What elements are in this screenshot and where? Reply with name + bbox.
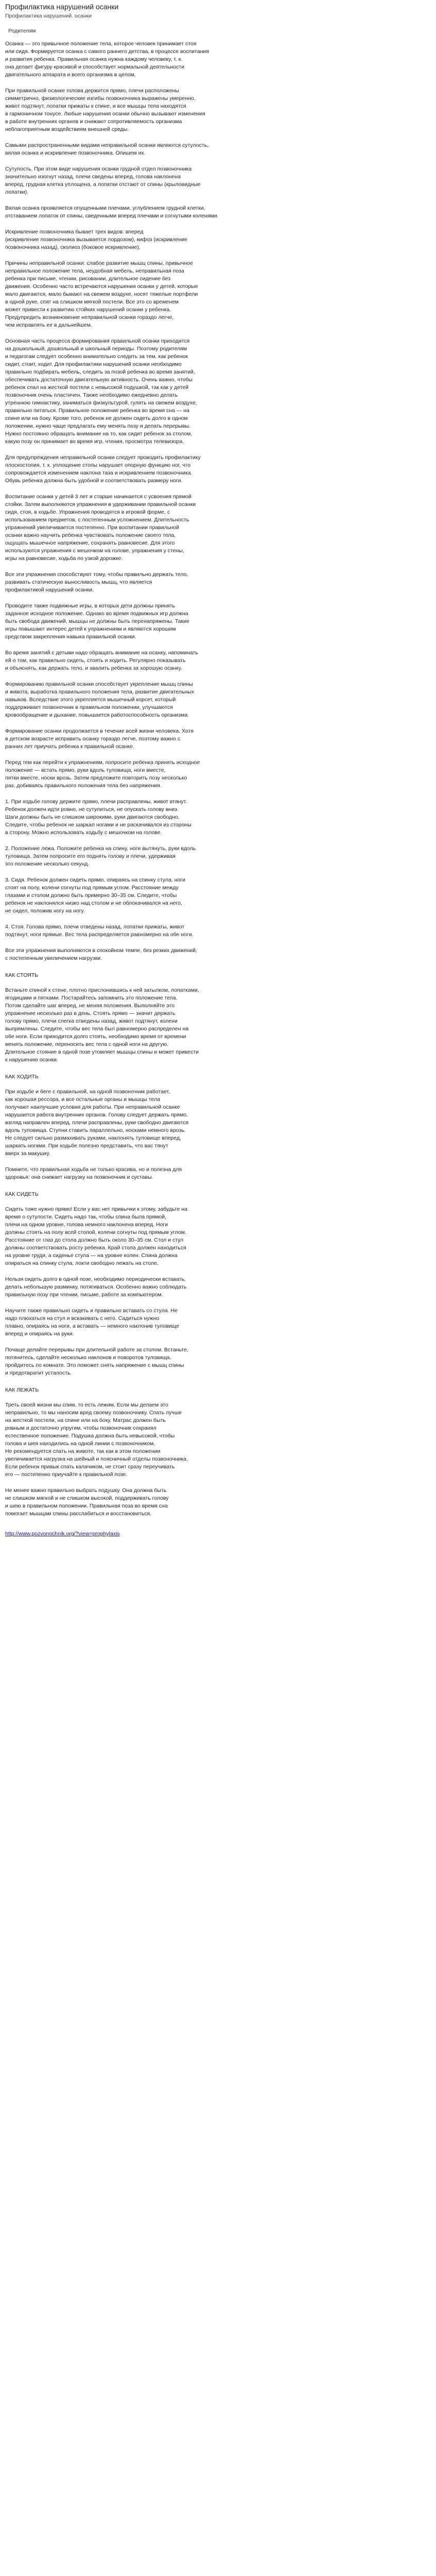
text-line: взгляд направлен вперед, плечи расправлены, руки свободно двигаются — [5, 1120, 189, 1126]
text-line: лопатки). — [5, 189, 29, 195]
text-line: и объяснять, как держать тело, и хвалить ребенка за хорошую осанку. — [5, 665, 182, 671]
text-line: Обувь ребенка должна быть удобной и соответствовать размеру ноги. — [5, 478, 183, 484]
text-line: развивать статическую выносливость мышц, что является — [5, 579, 152, 585]
text-line: Почаще делайте перерывы при длительной работе за столом. Встаньте, — [5, 1347, 188, 1353]
text-line: двигательного аппарата и всего организма в целом. — [5, 72, 136, 78]
text-line: здоровья: она снижает нагрузку на позвоночник и суставы. — [5, 1174, 153, 1180]
text-line: какую позу он принимает во время игр, чтения, просмотра телевизора. — [5, 438, 184, 445]
text-line: обе ноги. Если приходится долго стоять, необходимо время от времени — [5, 1033, 186, 1040]
paragraph — [5, 798, 293, 837]
paragraph — [5, 1401, 293, 1479]
text-line: отставанием лопаток от спины, сведенными вперед плечами и согнутыми коленями. — [5, 213, 219, 219]
text-line: использованием предметов, с постепенным усложнением. Длительность — [5, 517, 189, 523]
text-line: Самыми распространенными видами неправильной осанки являются сутулость, — [5, 142, 209, 148]
text-line: глазами и столом должно быть примерно 30–35 см. Следите, чтобы — [5, 892, 177, 899]
text-line: раз, добиваясь правильного положения тела без напряжения. — [5, 783, 162, 789]
text-line: обеспечивать достаточную двигательную активность. Очень важно, чтобы — [5, 377, 193, 383]
paragraph — [5, 681, 293, 719]
text-line: Сидеть тоже нужно прямо! Если у вас нет привычки к этому, забудьте на — [5, 1206, 187, 1212]
paragraph — [5, 845, 293, 868]
text-line: Не менее важно правильно выбрать подушку. Она должна быть — [5, 1487, 167, 1494]
paragraph — [5, 493, 293, 563]
section-heading: КАК ХОДИТЬ — [5, 1074, 39, 1080]
text-line: Шаги должны быть не слишком широкими, руки двигаются свободно. — [5, 814, 180, 820]
text-line: позвоночника назад), сколиоз (боковое искривление). — [5, 244, 141, 250]
source-link[interactable]: http://www.pozvonochnik.org/?view=prophylaxis — [5, 1531, 120, 1537]
text-line: ребенка при письме, чтении, рисовании, длительное сидение без — [5, 276, 171, 282]
text-line: кровообращение и дыхание, повышается работоспособность организма. — [5, 712, 189, 718]
paragraph — [5, 205, 293, 220]
text-line: позвоночник очень пластичен. Также необходимо ежедневно делать — [5, 392, 178, 398]
text-line: профилактикой нарушений осанки. — [5, 587, 94, 593]
paragraph — [5, 1276, 293, 1299]
text-line: сидит, стоит, ходит. Для профилактики нарушений осанки необходимо — [5, 361, 182, 367]
text-line: средством закрепления навыка правильной осанки. — [5, 634, 136, 640]
paragraph — [5, 228, 293, 251]
text-line: менять положение, переносить вес тела с одной ноги на другую. — [5, 1041, 168, 1047]
text-line: ровным и достаточно упругим, чтобы позвоночник сохранял — [5, 1425, 156, 1431]
text-line: Расстояние от глаз до стола должно быть около 30–35 см. Стол и стул — [5, 1237, 184, 1243]
text-line: игры повышают интерес детей к упражнениям и являются хорошим — [5, 626, 176, 632]
text-line: живот подтянут, лопатки прижаты к спине, и все мышцы тела находятся — [5, 103, 186, 109]
text-line: Все эти упражнения выполняются в спокойном темпе, без резких движений, — [5, 947, 198, 954]
text-line: Длительное стояние в одной позе утомляет мышцы спины и может привести — [5, 1049, 199, 1055]
text-line: используются упражнения с мешочком на голове, упражнения у стены, — [5, 548, 184, 554]
text-line: ягодицами и пятками. Постарайтесь запомнить это положение тела. — [5, 995, 178, 1001]
text-line: Все эти упражнения способствуют тому, чтобы правильно держать тело, — [5, 571, 188, 578]
paragraph — [5, 727, 293, 751]
text-line: или сидя. Формируется осанка с самого раннего детства, в процессе воспитания — [5, 48, 209, 55]
text-line: не слишком мягкой и не слишком высокой, поддерживать голову — [5, 1495, 169, 1501]
footer — [5, 1530, 431, 1538]
paragraph — [5, 923, 293, 939]
text-line: и шею в правильном положении. Правильная поза во время сна — [5, 1503, 168, 1509]
text-line: (искривление позвоночника вызывается лордозом), кифоз (искривление — [5, 236, 187, 243]
text-line: утреннюю гимнастику, заниматься физкультурой, гулять на свежем воздухе, — [5, 400, 197, 406]
paragraph — [5, 454, 293, 485]
text-line: положении, нужно чаще предлагать ему менять позу и делать перерывы. — [5, 423, 190, 429]
paragraph — [5, 987, 293, 1064]
text-line: на уровне груди, а сиденье стула — на уровне колен. Спина должна — [5, 1252, 178, 1259]
text-line: не сидел, положив ногу на ногу. — [5, 908, 85, 914]
text-line: Следите, чтобы ребенок не шаркал ногами и не раскачивался из стороны — [5, 822, 191, 828]
intro-paragraphs — [5, 40, 431, 962]
text-line: 2. Положение лежа. Положите ребенка на спину, ноги вытянуть, руки вдоль — [5, 845, 196, 852]
text-line: надо плюхаться на стул и вскакивать с него. Садиться нужно — [5, 1315, 160, 1321]
text-line: правильно питаться. Правильное положение ребенка во время сна — на — [5, 408, 189, 414]
text-line: правильную позу при чтении, письме, работе за компьютером. — [5, 1292, 163, 1298]
text-line: потянитесь, сделайте несколько наклонов и поворотов туловища, — [5, 1354, 171, 1361]
text-line: движения. Особенно часто встречаются нарушения осанки у детей, которые — [5, 283, 198, 290]
paragraph — [5, 1487, 293, 1518]
text-line: положение — встать прямо, руки вдоль туловища, ноги вместе, — [5, 767, 166, 773]
text-line: опираться на спинку стула, локти свободно лежать на столе. — [5, 1260, 159, 1266]
text-line: ощущать мышечное напряжение, сохранять равновесие. Для этого — [5, 540, 175, 546]
text-line: время о сутулости. Сидеть надо так, чтобы спина была прямой, — [5, 1214, 167, 1220]
text-line: плечи на одном уровне, голова немного наклонена вперед. Ноги — [5, 1222, 168, 1228]
paragraph — [5, 947, 293, 962]
paragraph — [5, 1088, 293, 1158]
text-line: Формирование осанки продолжается в течение всей жизни человека. Хотя — [5, 728, 194, 734]
text-line: Предупредить возникновение неправильной осанки гораздо легче, — [5, 314, 174, 320]
text-line: это положение несколько секунд. — [5, 861, 90, 867]
text-line: она делает фигуру красивой и способствует нормальной деятельности — [5, 64, 184, 70]
text-line: в работе внутренних органов и снижают сопротивляемость организма — [5, 118, 182, 125]
text-line: голову прямо, плечи слегка отведены назад, живот подтянут, колени — [5, 1018, 178, 1024]
text-line: 3. Сидя. Ребенок должен сидеть прямо, опираясь на спинку стула, ноги — [5, 877, 186, 883]
text-line: Воспитание осанки у детей 3 лет и старше начинается с усвоения прямой — [5, 494, 191, 500]
text-line: Искривление позвоночника бывает трех видов: вперед — [5, 229, 144, 235]
paragraph — [5, 1346, 293, 1377]
text-line: Нужно постоянно обращать внимание на то, как сидит ребенок за столом, — [5, 431, 193, 437]
paragraph — [5, 602, 293, 641]
text-line: Научите также правильно сидеть и правильно вставать со стула. Не — [5, 1308, 178, 1314]
text-line: вверх за макушку. — [5, 1150, 50, 1157]
text-line: вдоль туловища. Ступни ставить параллельно, носками немного врозь. — [5, 1127, 186, 1133]
text-line: и предотвратит усталость. — [5, 1370, 72, 1376]
page-subtitle: Профилактика нарушений. осанки — [5, 13, 92, 19]
text-line: с постепенным увеличением нагрузки. — [5, 955, 102, 961]
text-line: и живота, выработка правильного положения тела, развитие двигательных — [5, 689, 195, 695]
text-line: может привести к развитию стойких нарушений осанки у ребенка. — [5, 307, 171, 313]
text-line: получают наилучшие условия для работы. При неправильной осанке — [5, 1104, 180, 1110]
text-line: Потом сделайте шаг вперед, не меняя положения. Выполняйте это — [5, 1003, 175, 1009]
text-line: Для предупреждения неправильной осанки следует проводить профилактику — [5, 454, 201, 461]
paragraph — [5, 337, 293, 446]
paragraph — [5, 87, 293, 133]
text-line: вперед, грудная клетка уплощена, а лопатки отстают от спины (крыловидные — [5, 181, 201, 188]
section-heading: КАК СТОЯТЬ — [5, 972, 39, 978]
text-line: в детском возрасте исправить осанку гораздо легче, поэтому важно с — [5, 736, 181, 742]
text-line: сидя, стоя, в ходьбе. Упражнения проводятся в игровой форме, с — [5, 509, 170, 515]
text-line: поддерживает позвоночник в правильном положении, улучшаются — [5, 704, 173, 710]
text-line: игры на равновесие, ходьба по узкой дорожке. — [5, 555, 123, 562]
text-line: стойки. Затем выполняются упражнения в удерживании правильной осанки — [5, 501, 196, 507]
text-line: выпрямлены. Следите, чтобы вес тела был равномерно распределен на — [5, 1026, 189, 1032]
text-line: ранних лет приучать ребенка к правильной осанке. — [5, 743, 134, 750]
text-line: естественное положение. Подушка должна быть невысокой, чтобы — [5, 1433, 175, 1439]
text-line: Треть своей жизни мы спим, то есть лежим. Если мы делаем это — [5, 1402, 168, 1408]
text-line: голова и шея находились на одной линии с позвоночником. — [5, 1440, 155, 1447]
text-line: пятки вместе, носки врозь. Затем предложите повторить позу несколько — [5, 775, 187, 781]
text-line: Формированию правильной осанки способствует укрепление мышц спины — [5, 681, 193, 687]
text-line: вперед и опираясь на руки. — [5, 1331, 74, 1337]
text-line: на жесткой постели, на спине или на боку. Матрас должен быть — [5, 1417, 166, 1423]
text-line: пройдитесь по комнате. Это поможет снять напряжение с мышц спины — [5, 1362, 184, 1368]
text-line: симметрично, физиологические изгибы позвоночника выражены умеренно, — [5, 95, 196, 101]
paragraph — [5, 1206, 293, 1267]
text-line: Вялая осанка проявляется опущенными плечами, углублением грудной клетки, — [5, 205, 205, 211]
paragraph — [5, 1307, 293, 1338]
text-line: чем исправлять ее в дальнейшем. — [5, 322, 92, 328]
text-line: плоскостопия, т. к. уплощение стопы нарушает опорную функцию ног, что — [5, 462, 191, 468]
text-line: быть свобода движений, мышцы не должны быть перенапряжены. Такие — [5, 618, 189, 624]
section — [5, 1386, 431, 1518]
text-line: шаркать ногами. При ходьбе полезно представить, что вас тянут — [5, 1143, 168, 1149]
text-line: упражнение несколько раз в день. Стоять прямо — значит держать — [5, 1010, 176, 1016]
text-line: мало двигаются, мало бывают на свежем воздухе, носят тяжелые портфели — [5, 291, 198, 297]
text-line: должны стоять на полу всей стопой, колени согнуты под прямым углом. — [5, 1229, 186, 1235]
text-line: в гармоничном тонусе. Любые нарушения осанки обычно вызывают изменения — [5, 111, 205, 117]
text-line: в одной руке, спят на слишком мягкой постели. Все это со временем — [5, 299, 179, 305]
intro-label: Родителям — [8, 28, 36, 34]
text-line: неправильно, то мы наносим вред своему позвоночнику. Спать лучше — [5, 1410, 182, 1416]
text-line: его — постепенно приучайте к правильной позе. — [5, 1471, 128, 1478]
paragraph — [5, 165, 293, 196]
text-line: помогает мышцам спины расслабиться и восстановиться. — [5, 1511, 151, 1517]
section-heading: КАК ЛЕЖАТЬ — [5, 1387, 39, 1393]
section-heading: КАК СИДЕТЬ — [5, 1191, 39, 1197]
text-line: Перед тем как перейти к упражнениям, попросите ребенка принять исходное — [5, 759, 200, 766]
text-line: Проводите также подвижные игры, в которых дети должны принять — [5, 603, 175, 609]
paragraph — [5, 649, 293, 672]
text-line: Причины неправильной осанки: слабое развитие мышц спины, привычное — [5, 260, 193, 266]
text-line: правильно подбирать мебель, следить за позой ребенка во время занятий, — [5, 369, 195, 375]
text-line: Основная часть процесса формирования правильной осанки приходится — [5, 338, 190, 344]
text-line: должны соответствовать росту ребенка. Край стола должен находиться — [5, 1245, 186, 1251]
paragraph — [5, 571, 293, 594]
text-line: 1. При ходьбе голову держите прямо, плечи расправлены, живот втянут. — [5, 799, 187, 805]
text-line: Не следует сильно размахивать руками, наклонять туловище вперед, — [5, 1135, 181, 1141]
text-line: делать небольшую разминку, потягиваться. Особенно важно соблюдать — [5, 1284, 187, 1290]
paragraph — [5, 876, 293, 915]
text-line: и педагогам следует особенно внимательно следить за тем, как ребенок — [5, 353, 188, 360]
section — [5, 1073, 431, 1181]
text-line: Не рекомендуется спать на животе, так как в этом положении — [5, 1448, 161, 1454]
text-line: туловища. Затем попросите его поднять голову и плечи, удерживая — [5, 853, 176, 859]
text-line: Сутулость. При этом виде нарушения осанки грудной отдел позвоночника — [5, 166, 192, 172]
text-line: стоят на полу, колени согнуты под прямым углом. Расстояние между — [5, 885, 179, 891]
text-line: как хорошая рессора, и все остальные органы и мышцы тела — [5, 1096, 160, 1103]
text-line: Нельзя сидеть долго в одной позе, необходимо периодически вставать, — [5, 1276, 186, 1282]
text-line: сопровождается изменением наклона таза и искривлением позвоночника. — [5, 470, 193, 476]
text-line: плавно, опираясь на ноги, а вставать — немного наклонив туловище — [5, 1323, 179, 1329]
paragraph — [5, 142, 293, 157]
text-line: Во время занятий с детьми надо обращать внимание на осанку, напоминать — [5, 650, 198, 656]
text-line: ей о том, как правильно сидеть, стоять и ходить. Регулярно показывать — [5, 657, 186, 664]
text-line: и развития ребенка. Правильная осанка нужна каждому человеку, т. к. — [5, 56, 183, 62]
text-line: осанки важно научить ребенка чувствовать положение своего тела, — [5, 532, 176, 538]
text-line: увеличивается нагрузка на шейный и поясничный отделы позвоночника. — [5, 1456, 188, 1462]
section — [5, 1191, 431, 1377]
text-line: Ребенок должен идти ровно, не сутулиться, не опускать голову вниз. — [5, 806, 179, 812]
section — [5, 972, 431, 1064]
text-line: в сторону. Можно использовать ходьбу с мешочком на голове. — [5, 829, 162, 836]
text-line: значительно изогнут назад, плечи сведены вперед, голова наклонена — [5, 174, 181, 180]
text-line: Осанка — это привычное положение тела, которое человек принимает стоя — [5, 41, 197, 47]
text-line: вялая осанка и искривление позвоночника. Опишем их. — [5, 150, 146, 156]
text-line: При правильной осанке голова держится прямо, плечи расположены — [5, 88, 179, 94]
page-title: Профилактика нарушений осанки — [5, 3, 119, 11]
text-line: на дошкольный, дошкольный и школьный периоды. Поэтому родителям — [5, 346, 187, 352]
text-line: ребенок спал на жесткой постели с невысокой подушкой, так как у детей — [5, 384, 189, 391]
text-line: неблагоприятным воздействиям внешней среды. — [5, 126, 129, 132]
text-line: заданное исходное положение. Однако во время подвижных игр должна — [5, 611, 188, 617]
paragraph — [5, 759, 293, 790]
text-line: ребенок не наклонялся низко над столом и не облокачивался на него, — [5, 900, 182, 906]
text-line: навыков. Вследствие этого укрепляется мышечный корсет, который — [5, 697, 176, 703]
paragraph — [5, 260, 293, 329]
text-line: к нарушению осанки. — [5, 1057, 58, 1063]
text-line: упражнений увеличивается постепенно. При воспитании правильной — [5, 524, 179, 531]
text-line: При ходьбе и беге с правильной, на одной позвоночник работает, — [5, 1089, 170, 1095]
paragraph — [5, 40, 293, 79]
text-line: спине или на боку. Кроме того, ребенок не должен сидеть долго в одном — [5, 415, 188, 421]
text-line: неправильное положение тела, неудобная мебель, неправильная поза — [5, 268, 184, 274]
text-line: подтянут, ноги прямые. Вес тела распределяется равномерно на обе ноги. — [5, 931, 194, 938]
paragraph — [5, 1166, 293, 1181]
text-line: Помните, что правильная ходьба не только красива, но и полезна для — [5, 1166, 182, 1173]
text-line: 4. Стоя. Голова прямо, плечи отведены назад, лопатки прижаты, живот — [5, 924, 185, 930]
text-line: нарушается работа внутренних органов. Голову следует держать прямо, — [5, 1112, 188, 1118]
sections — [5, 972, 431, 1518]
text-line: Если ребенок привык спать калачиком, не стоит сразу переучивать — [5, 1464, 175, 1470]
text-line: Встаньте спиной к стене, плотно прислонившись к ней затылком, лопатками, — [5, 987, 199, 993]
